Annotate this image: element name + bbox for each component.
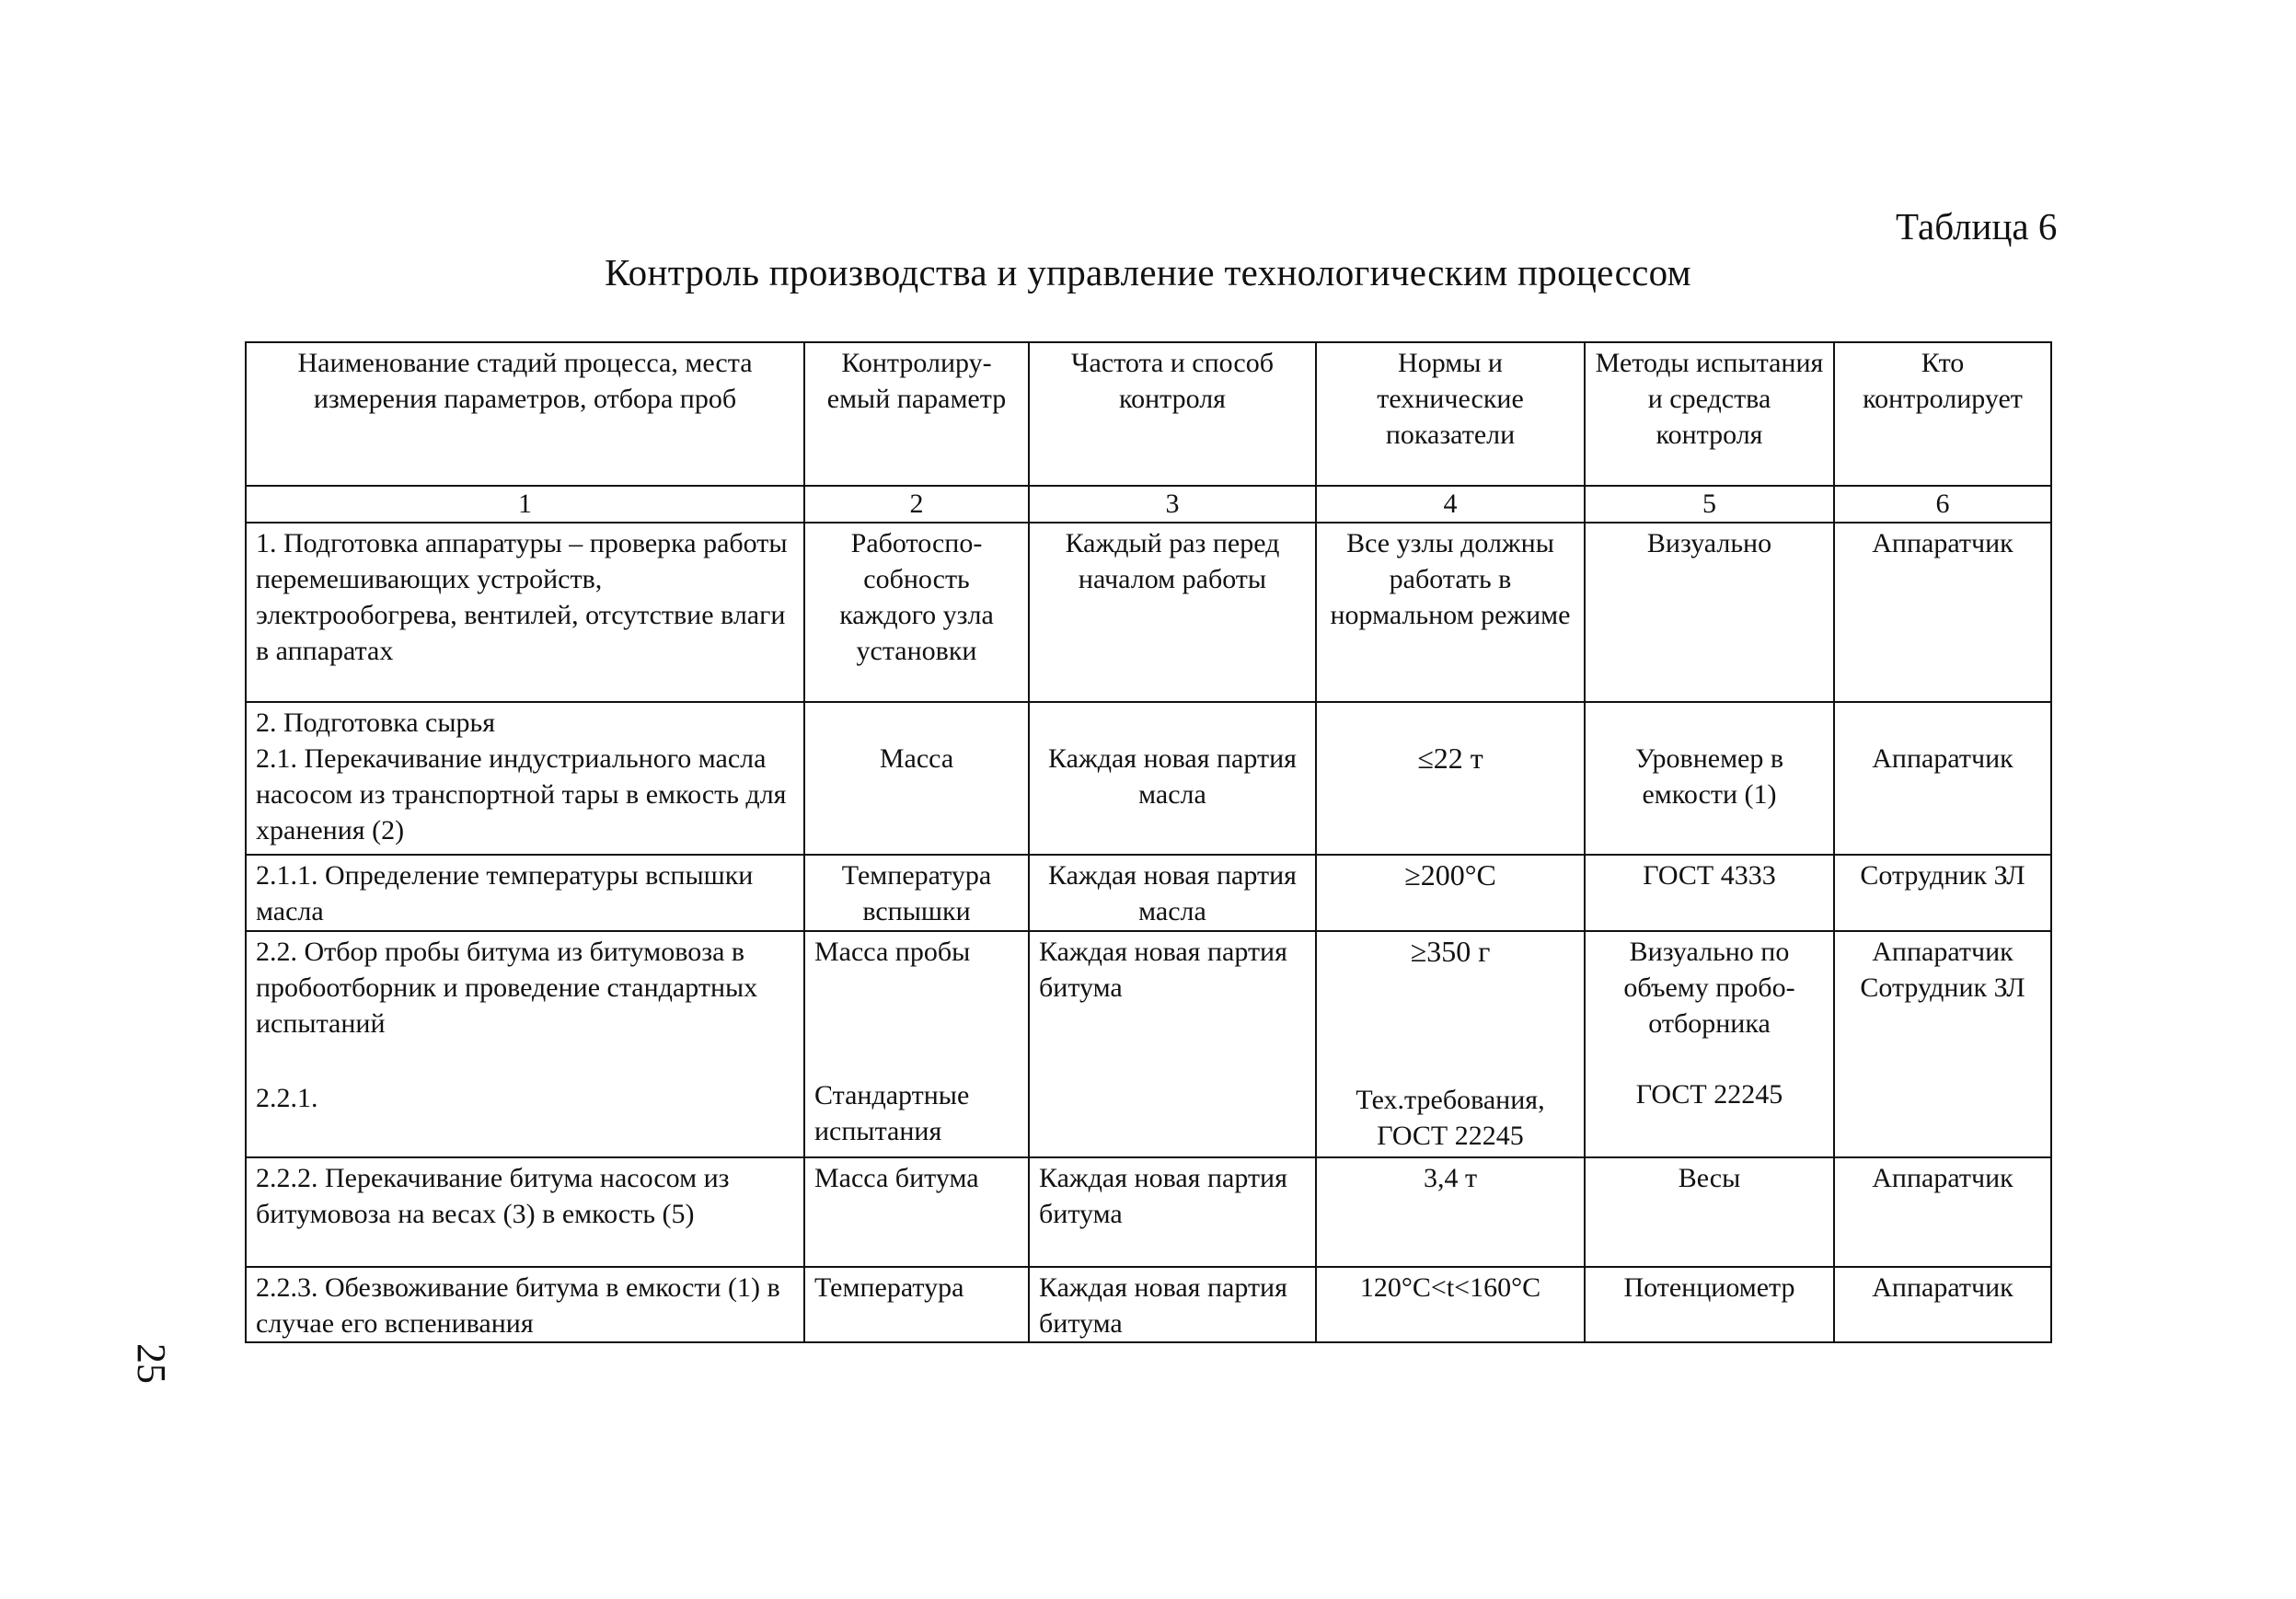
frequency-cell: Каждая новая партия битума <box>1029 931 1316 1157</box>
table-row <box>246 702 2051 855</box>
header-stage: Наименование стадий процесса, места измерения параметров, отбора проб <box>246 342 804 486</box>
parameter-text: Масса пробы <box>814 937 971 967</box>
column-number: 1 <box>246 486 804 523</box>
parameter-cell <box>804 702 1029 855</box>
stage-heading: 2.2. Отбор пробы битума из битумовоза в пробоотборник и проведение стандартных испытаний <box>256 937 758 1039</box>
stage-cell: 2.2.2. Перекачивание битума насосом из битумовоза на весах (3) в емкость (5) <box>246 1157 804 1267</box>
control-table <box>245 341 2052 1343</box>
header-norms: Нормы и технические показатели <box>1316 342 1585 486</box>
parameter-text: Масса <box>879 743 954 774</box>
stage-subitem: 2.1. Перекачивание индустриального масла насосом из транспортной тары в емкость для хранения (2) <box>256 743 787 846</box>
stage-cell: 1. Подготовка аппаратуры – проверка работы перемешивающих устройств, электрообогрева, вентилей, отсутствие влаги в аппаратах <box>246 523 804 702</box>
controller-cell: Аппаратчик <box>1834 523 2051 702</box>
method-cell <box>1585 702 1834 855</box>
table-row <box>246 1267 2051 1342</box>
frequency-cell: Каждая новая партия битума <box>1029 1157 1316 1267</box>
controller-cell: Сотрудник ЗЛ <box>1834 855 2051 931</box>
column-number-row <box>246 486 2051 523</box>
stage-cell <box>246 931 804 1157</box>
column-number: 3 <box>1029 486 1316 523</box>
method-text: ГОСТ 22245 <box>1635 1079 1783 1110</box>
stage-subitem: 2.2.1. <box>256 1083 318 1113</box>
method-text: Визуально по объему пробо-отборника <box>1623 937 1795 1039</box>
table-row <box>246 855 2051 931</box>
parameter-cell: Температура вспышки <box>804 855 1029 931</box>
method-cell: Весы <box>1585 1157 1834 1267</box>
table-row <box>246 931 2051 1157</box>
controller-cell <box>1834 702 2051 855</box>
norm-text: ≤22 т <box>1417 742 1483 775</box>
frequency-cell <box>1029 702 1316 855</box>
stage-cell: 2.1.1. Определение температуры вспышки масла <box>246 855 804 931</box>
parameter-cell: Масса битума <box>804 1157 1029 1267</box>
parameter-text: Стандартные испытания <box>814 1080 970 1146</box>
header-frequency: Частота и способ контроля <box>1029 342 1316 486</box>
stage-heading: 2. Подготовка сырья <box>256 707 495 738</box>
method-cell: Визуально <box>1585 523 1834 702</box>
table-row <box>246 523 2051 702</box>
parameter-cell: Работоспо-собность каждого узла установки <box>804 523 1029 702</box>
norm-text: Тех.требования, ГОСТ 22245 <box>1356 1085 1545 1151</box>
column-number: 6 <box>1834 486 2051 523</box>
method-cell: Потенциометр <box>1585 1267 1834 1342</box>
table-header-row <box>246 342 2051 486</box>
column-number: 5 <box>1585 486 1834 523</box>
stage-cell: 2.2.3. Обезвоживание битума в емкости (1) в случае его вспенивания <box>246 1267 804 1342</box>
header-parameter: Контролиру-емый параметр <box>804 342 1029 486</box>
column-number: 2 <box>804 486 1029 523</box>
controller-cell: Аппаратчик <box>1834 1157 2051 1267</box>
document-title: Контроль производства и управление технологическим процессом <box>605 251 1691 293</box>
frequency-cell: Каждая новая партия битума <box>1029 1267 1316 1342</box>
controller-text: Сотрудник ЗЛ <box>1860 972 2025 1003</box>
controller-text: Аппаратчик <box>1872 743 2013 774</box>
norm-text: ≥350 г <box>1410 935 1491 968</box>
header-controller: Кто контролирует <box>1834 342 2051 486</box>
frequency-cell: Каждый раз перед началом работы <box>1029 523 1316 702</box>
table-row <box>246 1157 2051 1267</box>
page-number: 25 <box>129 1343 174 1384</box>
parameter-cell <box>804 931 1029 1157</box>
norm-cell: 3,4 т <box>1316 1157 1585 1267</box>
norm-cell <box>1316 702 1585 855</box>
controller-cell: Аппаратчик <box>1834 1267 2051 1342</box>
parameter-cell: Температура <box>804 1267 1029 1342</box>
stage-cell <box>246 702 804 855</box>
norm-cell <box>1316 931 1585 1157</box>
frequency-cell: Каждая новая партия масла <box>1029 855 1316 931</box>
table-label: Таблица 6 <box>1896 205 2058 247</box>
controller-cell <box>1834 931 2051 1157</box>
norm-cell: 120°С<t<160°С <box>1316 1267 1585 1342</box>
method-cell: ГОСТ 4333 <box>1585 855 1834 931</box>
method-text: Уровнемер в емкости (1) <box>1634 743 1784 810</box>
column-number: 4 <box>1316 486 1585 523</box>
header-methods: Методы испытания и средства контроля <box>1585 342 1834 486</box>
controller-text: Аппаратчик <box>1872 937 2013 967</box>
frequency-text: Каждая новая партия масла <box>1048 743 1297 810</box>
method-cell <box>1585 931 1834 1157</box>
norm-cell: ≥200°С <box>1316 855 1585 931</box>
norm-cell: Все узлы должны работать в нормальном режиме <box>1316 523 1585 702</box>
